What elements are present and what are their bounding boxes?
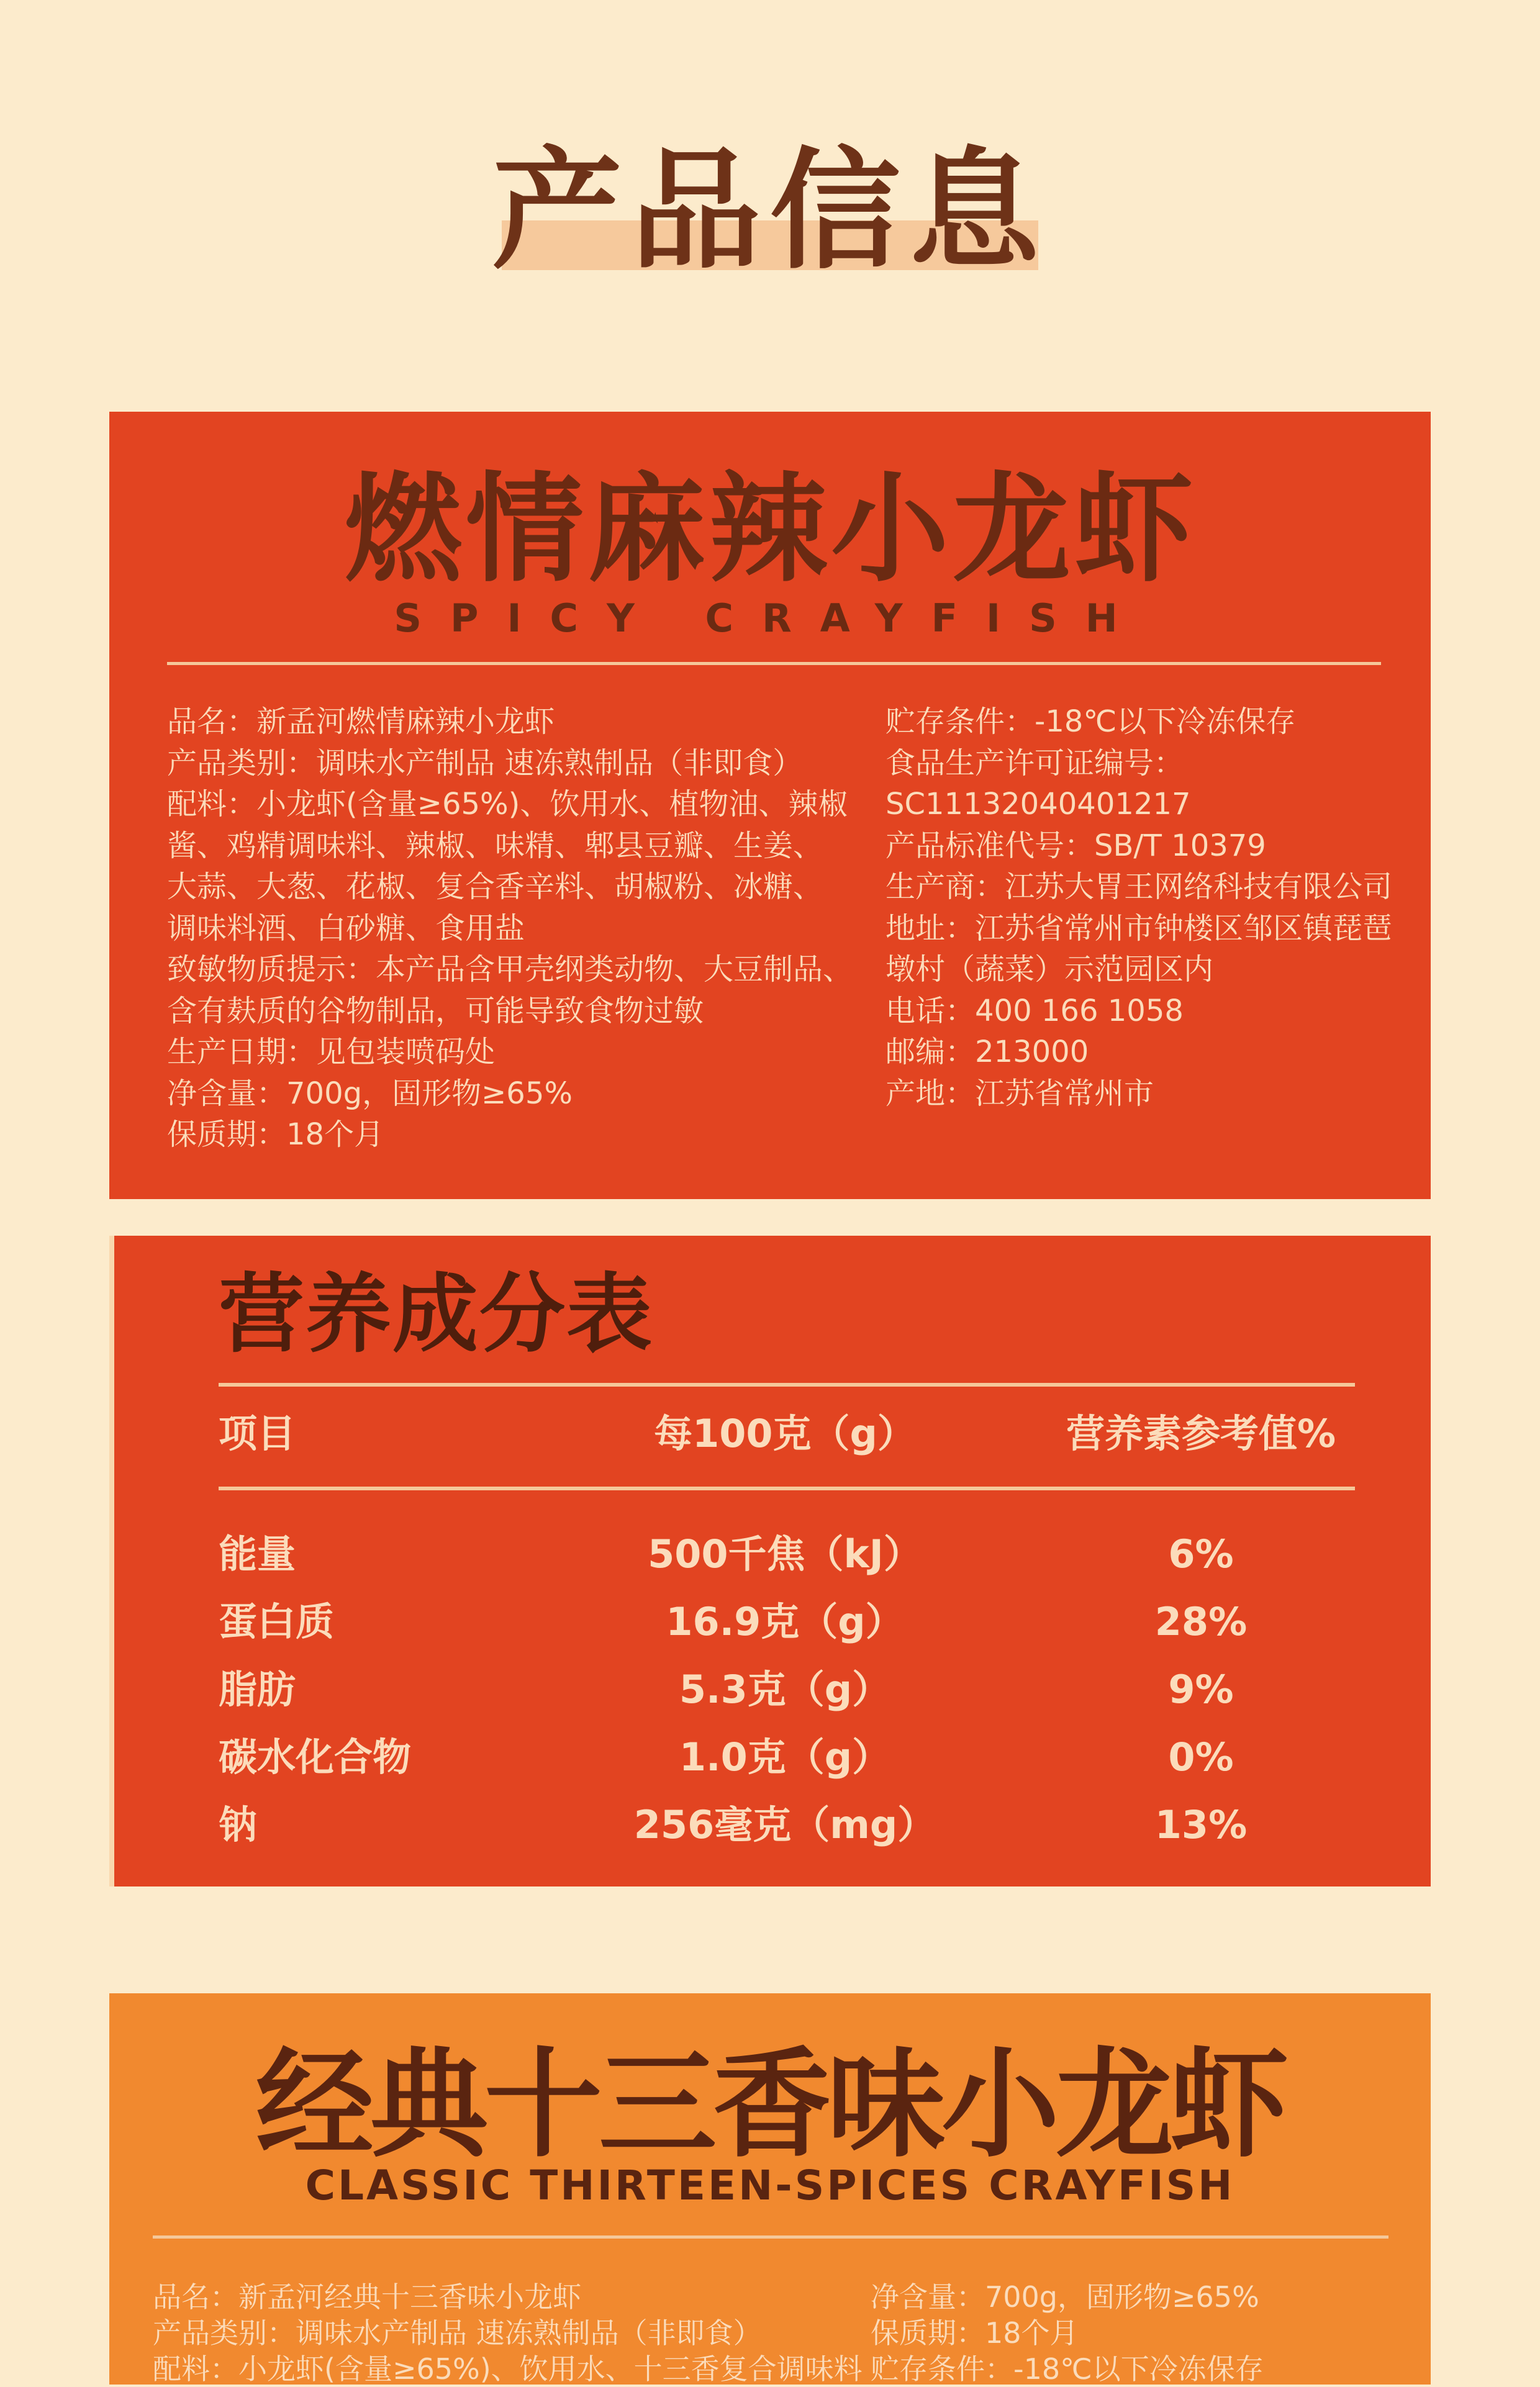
divider [153,2235,1388,2239]
info-line: 生产日期：见包装喷码处 [167,1035,496,1069]
nutrition-table-panel [109,1236,1431,1886]
info-line: 含有麸质的谷物制品，可能导致食物过敏 [167,993,704,1028]
row-item: 碳水化合物 [219,1734,412,1780]
row-nrv: 13% [1154,1802,1248,1847]
row-nrv: 0% [1168,1734,1234,1780]
table-row [114,1797,1431,1853]
info-line: 保质期：18个月 [167,1117,384,1152]
info-line: 墩村（蔬菜）示范园区内 [886,952,1214,987]
info-line: 邮编：213000 [886,1035,1089,1069]
product-title-cn: 经典十三香味小龙虾 [255,2036,1284,2173]
info-line: 致敏物质提示：本产品含甲壳纲类动物、大豆制品、 [167,952,853,987]
info-line: 产品标准代号：SB/T 10379 [886,828,1266,863]
row-item: 钠 [219,1802,258,1847]
header-per-100g: 每100克（g） [654,1411,916,1456]
info-left-column [153,2279,867,2387]
info-line: 产品类别：调味水产制品 速冻熟制品（非即食） [153,2316,762,2350]
product-title-en: SPICY CRAYFISH [394,596,1146,641]
product-title-cn: 燃情麻辣小龙虾 [343,461,1196,598]
header-nrv: 营养素参考值% [1066,1411,1336,1456]
info-line: 调味料酒、白砂糖、食用盐 [167,910,525,946]
info-left-column [167,701,853,1156]
table-header-rule [219,1487,1355,1490]
product-info-panel-spicy [109,412,1431,1199]
row-nrv: 6% [1168,1531,1234,1577]
info-line: 生产商：江苏大胃王网络科技有限公司 [886,869,1393,904]
row-nrv: 28% [1154,1599,1248,1644]
info-line: 贮存条件：-18℃以下冷冻保存 [871,2352,1264,2386]
table-row [114,1526,1431,1582]
info-right-column [871,2279,1398,2387]
table-header-row [114,1406,1431,1462]
row-value: 256毫克（mg） [633,1802,936,1847]
page-header [0,130,1540,292]
header-item: 项目 [219,1411,296,1456]
page-title: 产品信息 [491,135,1048,287]
info-line: 净含量：700g，固形物≥65% [167,1076,573,1111]
table-row [114,1594,1431,1650]
info-line: 净含量：700g，固形物≥65% [871,2280,1259,2314]
row-value: 500千焦（kJ） [648,1531,922,1577]
info-line: 食品生产许可证编号： [886,745,1184,781]
info-line: 贮存条件：-18℃以下冷冻保存 [886,704,1296,739]
row-value: 1.0克（g） [679,1734,891,1780]
product-info-panel-thirteen-spices [109,1993,1431,2385]
row-item: 能量 [219,1531,296,1577]
row-item: 脂肪 [219,1667,296,1712]
info-line: SC11132040401217 [886,787,1191,822]
info-line: 品名：新孟河经典十三香味小龙虾 [153,2280,581,2314]
table-top-rule [219,1383,1355,1387]
info-line: 地址：江苏省常州市钟楼区邹区镇琵琶 [886,910,1393,946]
table-row [114,1662,1431,1718]
info-line: 大蒜、大葱、花椒、复合香辛料、胡椒粉、冰糖、 [167,869,823,904]
product-title-en: CLASSIC THIRTEEN-SPICES CRAYFISH [305,2162,1235,2209]
info-line: 配料：小龙虾(含量≥65%)、饮用水、十三香复合调味料 [153,2352,863,2386]
nutrition-title: 营养成分表 [219,1264,654,1364]
info-line: 电话：400 166 1058 [886,993,1184,1028]
divider [167,662,1381,665]
info-line: 产地：江苏省常州市 [886,1076,1154,1111]
row-value: 16.9克（g） [666,1599,904,1644]
info-line: 品名：新孟河燃情麻辣小龙虾 [167,704,555,739]
info-line: 配料：小龙虾(含量≥65%)、饮用水、植物油、辣椒 [167,787,848,822]
row-value: 5.3克（g） [679,1667,891,1712]
info-line: 产品类别：调味水产制品 速冻熟制品（非即食） [167,745,803,781]
row-item: 蛋白质 [219,1599,335,1644]
info-right-column [886,701,1413,1114]
row-nrv: 9% [1168,1667,1234,1712]
info-line: 保质期：18个月 [871,2316,1079,2350]
info-line: 酱、鸡精调味料、辣椒、味精、郫县豆瓣、生姜、 [167,828,823,863]
table-row [114,1729,1431,1785]
